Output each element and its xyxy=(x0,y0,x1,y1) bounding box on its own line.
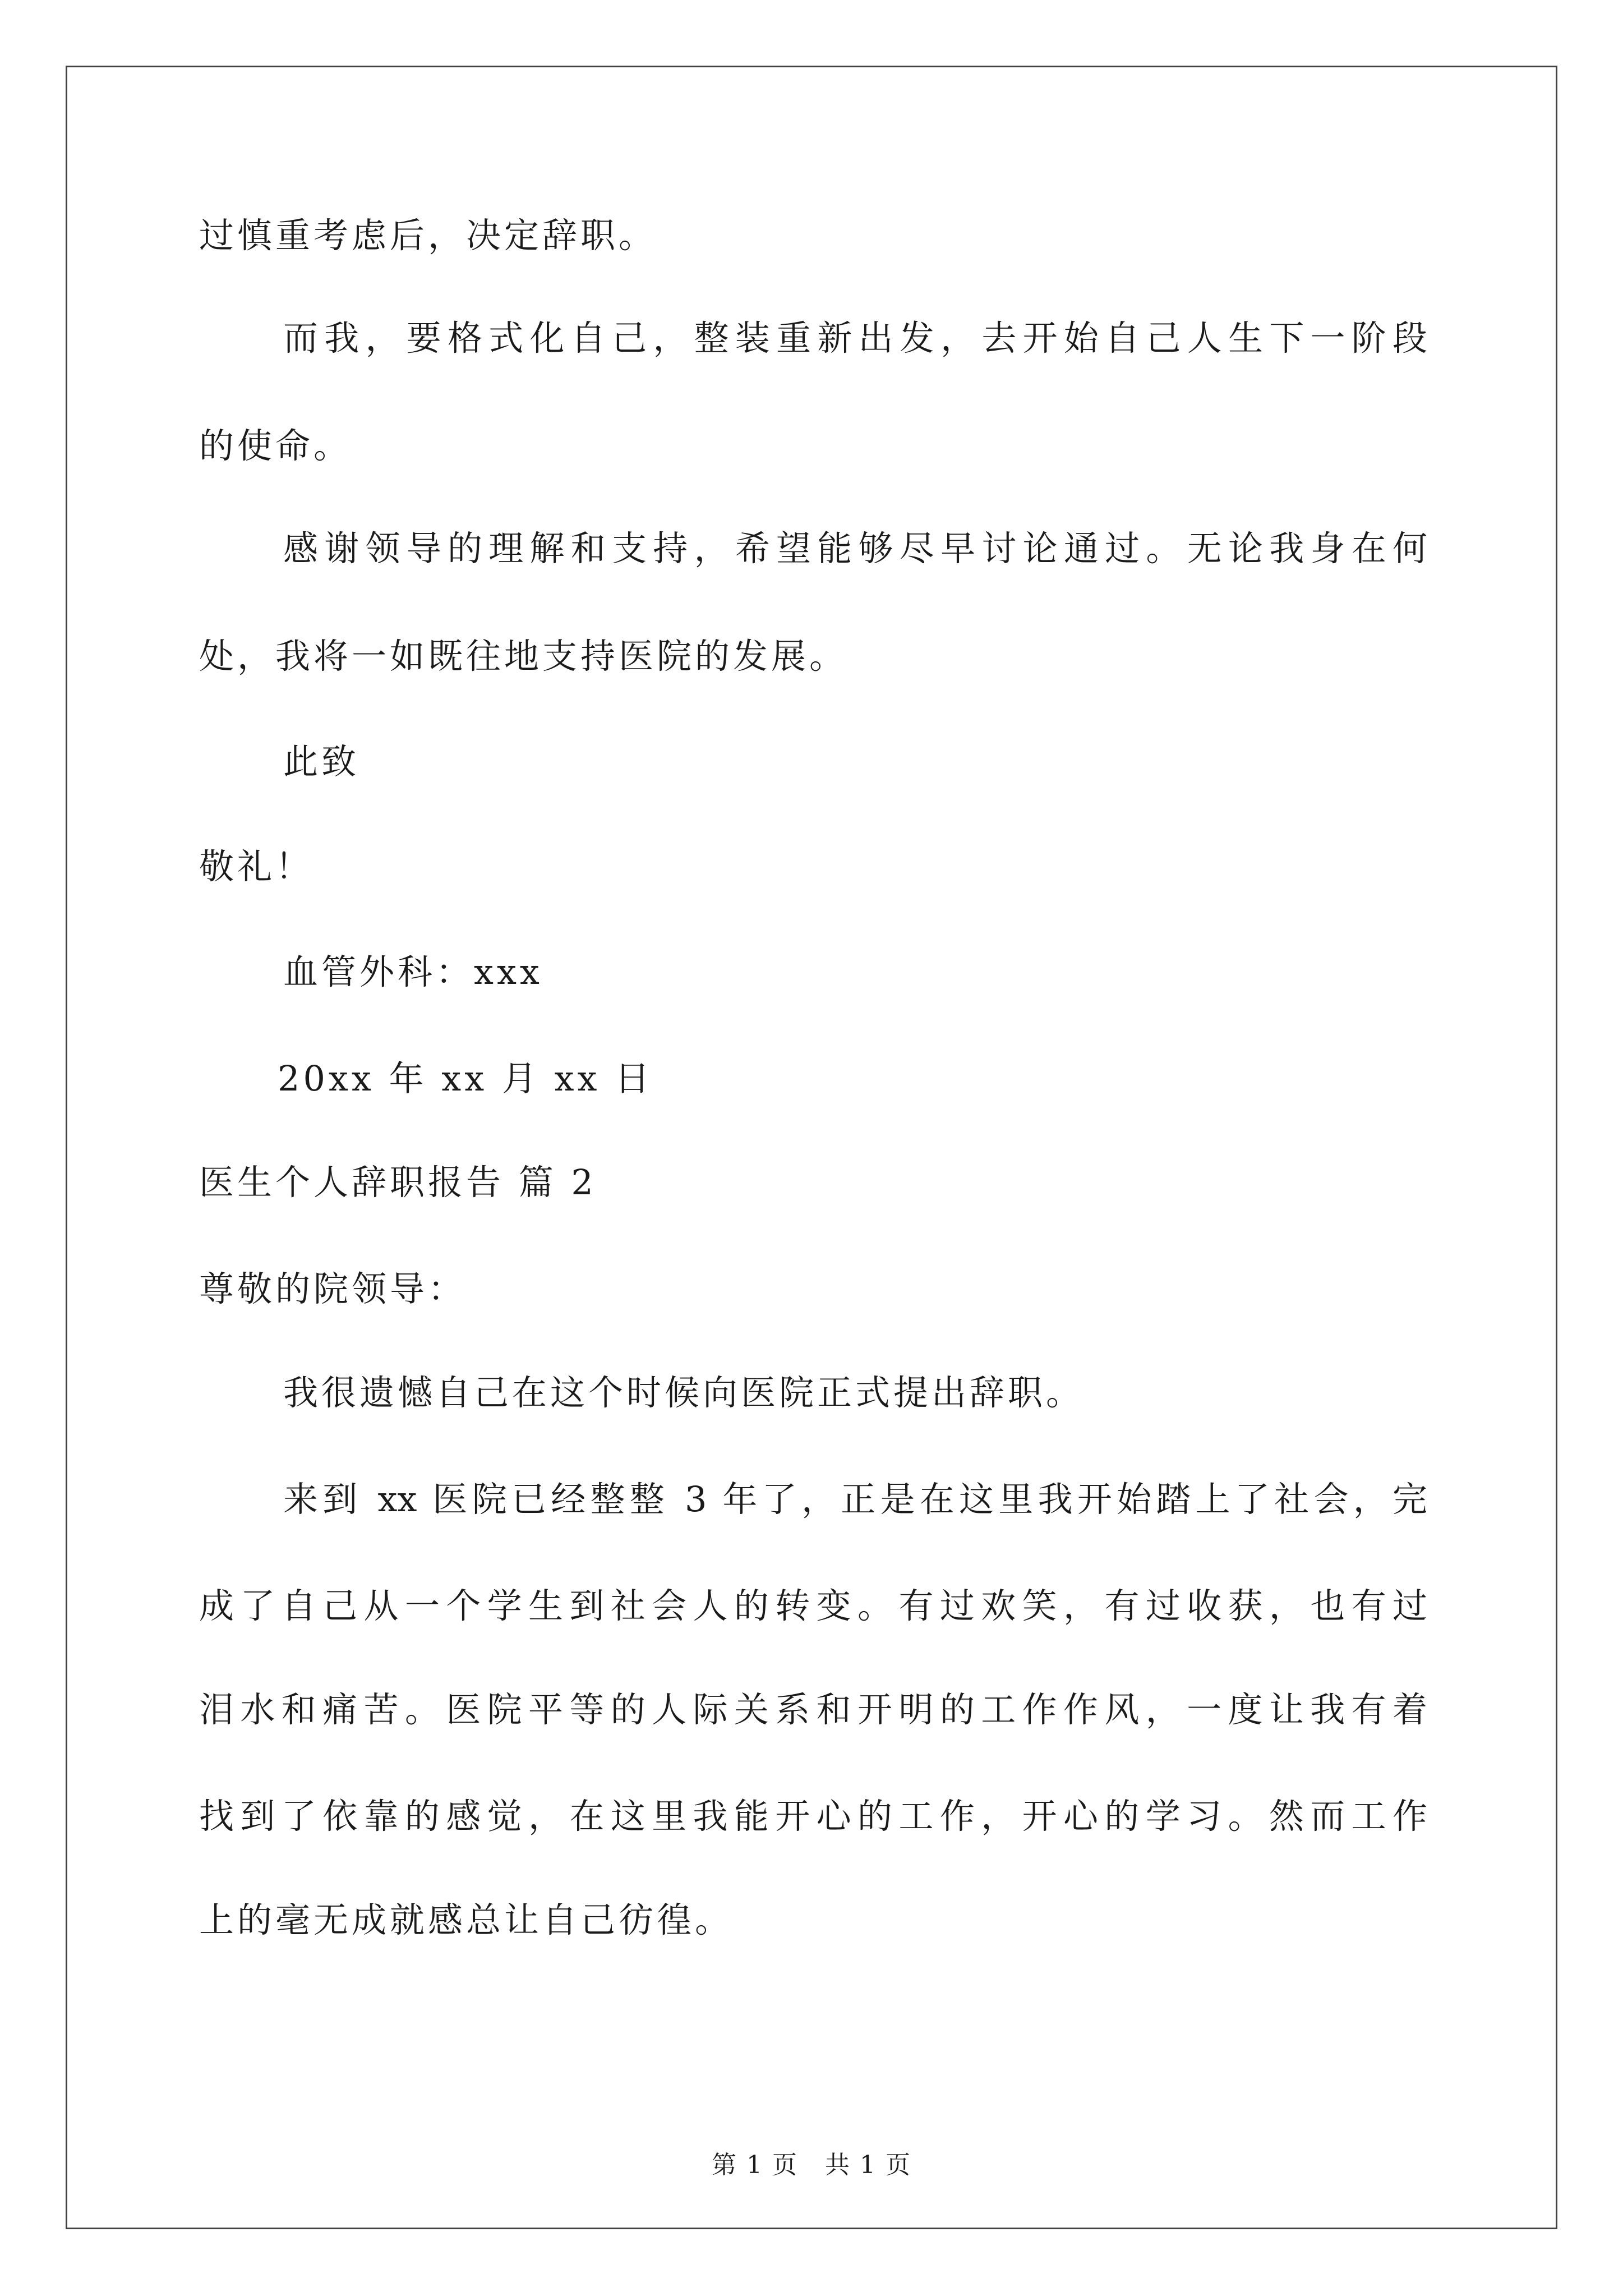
text-line: 过慎重考虑后，决定辞职。 xyxy=(199,215,657,256)
text-line: 找到了依靠的感觉，在这里我能开心的工作，开心的学习。然而工作 xyxy=(199,1796,1427,1837)
text-line: 20xx 年 xx 月 xx 日 xyxy=(278,1058,653,1099)
text-line: 我很遗憾自己在这个时候向医院正式提出辞职。 xyxy=(283,1372,1085,1413)
text-line: 此致 xyxy=(283,741,360,782)
text-line: 而我，要格式化自己，整装重新出发，去开始自己人生下一阶段 xyxy=(283,318,1427,358)
salutation: 尊敬的院领导： xyxy=(199,1268,467,1309)
text-line: 处，我将一如既往地支持医院的发展。 xyxy=(199,636,848,677)
text-line: 泪水和痛苦。医院平等的人际关系和开明的工作作风，一度让我有着 xyxy=(199,1689,1427,1730)
page-footer: 第 1 页 共 1 页 xyxy=(712,2151,911,2179)
section-heading: 医生个人辞职报告 篇 2 xyxy=(199,1162,597,1203)
text-line: 上的毫无成就感总让自己彷徨。 xyxy=(199,1899,734,1940)
text-line: 血管外科：xxx xyxy=(283,951,543,992)
text-line: 成了自己从一个学生到社会人的转变。有过欢笑，有过收获，也有过 xyxy=(199,1585,1427,1626)
text-line: 的使命。 xyxy=(199,425,352,466)
text-line: 感谢领导的理解和支持，希望能够尽早讨论通过。无论我身在何 xyxy=(283,528,1427,569)
text-line: 来到 xx 医院已经整整 3 年了，正是在这里我开始踏上了社会，完 xyxy=(283,1479,1427,1520)
text-line: 敬礼！ xyxy=(199,846,314,887)
